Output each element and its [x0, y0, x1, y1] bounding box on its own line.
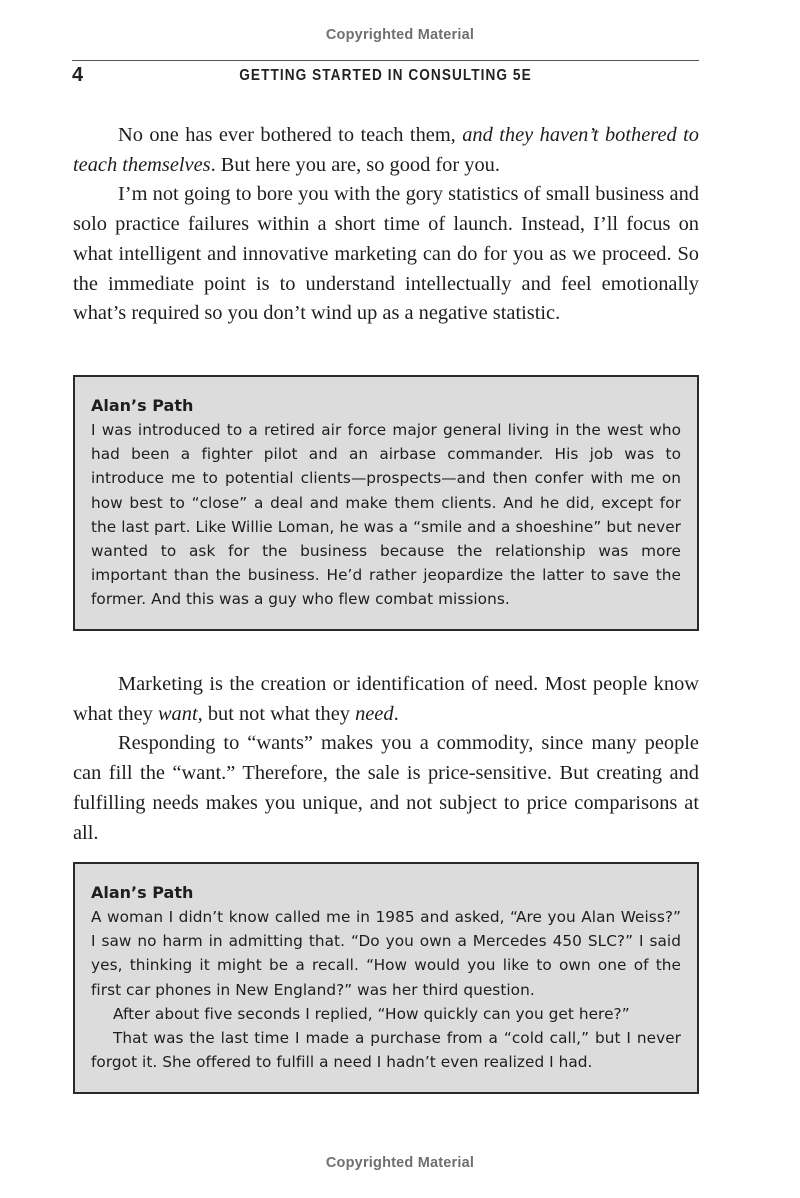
sidebar-heading: Alan’s Path: [91, 883, 194, 902]
italic-text: need: [355, 702, 394, 725]
copyright-notice-bottom: Copyrighted Material: [325, 1155, 475, 1171]
italic-text: and they haven’t bothered to teach themselves: [73, 124, 699, 176]
text-run: . But here you are, so good for you.: [210, 153, 500, 176]
page-number: 4: [72, 64, 84, 86]
italic-text: want,: [157, 702, 203, 725]
text-run: .: [393, 702, 399, 725]
text-run: No one has ever bothered to teach them,: [118, 124, 463, 146]
copyright-notice-top: Copyrighted Material: [325, 27, 475, 43]
paragraph: [73, 121, 699, 180]
paragraph: I’m not going to bore you with the gory statistics of small business and solo practice failures within a short time of launch. Instead, I’ll focus on what intelligent and innovative marketing can do for you as we proceed. So the immediate point is to understand intellectually and feel emotionally what’s required so you don’t wind up as a negative statistic.: [73, 183, 699, 325]
running-header: [72, 60, 699, 87]
sidebar-text: That was the last time I made a purchase from a “cold call,” but I never forgot it. She offered to fulfill a need I hadn’t even realized I had.: [91, 1029, 681, 1072]
text-run: Marketing is the creation or identification of need. Most people know what they: [73, 673, 699, 725]
paragraph: Responding to “wants” makes you a commodity, since many people can fill the “want.” Therefore, the sale is price-sensitive. But creating and fulfilling needs makes you unique, and not subject to price comparisons at all.: [73, 732, 699, 844]
text-run: but not what they: [202, 702, 356, 725]
sidebar-text: A woman I didn’t know called me in 1985 and asked, “Are you Alan Weiss?” I saw no harm in admitting that. “Do you own a Mercedes 450 SLC?” I said yes, thinking it might be a recall. “How would you like to own one of the first car phones in New England?” was her third question.: [91, 908, 681, 999]
sidebar-heading: Alan’s Path: [91, 396, 194, 415]
body-section-2: [73, 670, 699, 848]
book-title: GETTING STARTED IN CONSULTING 5E: [239, 67, 532, 84]
body-section-1: [73, 121, 699, 329]
sidebar-text: After about five seconds I replied, “How quickly can you get here?”: [113, 1004, 630, 1023]
paragraph: [73, 670, 699, 729]
sidebar-box-alans-path-2: [73, 862, 699, 1094]
sidebar-box-alans-path-1: [73, 375, 699, 631]
sidebar-text: I was introduced to a retired air force major general living in the west who had been a fighter pilot and an airbase commander. His job was to introduce me to potential clients—prospects—and then confer with me on how best to “close” a deal and make them clients. And he did, except for the last part. Like Willie Loman, he was a “smile and a shoeshine” but never wanted to ask for the business because the relationship was more important than the business. He’d rather jeopardize the latter to save the former. And this was a guy who flew combat missions.: [91, 421, 681, 609]
